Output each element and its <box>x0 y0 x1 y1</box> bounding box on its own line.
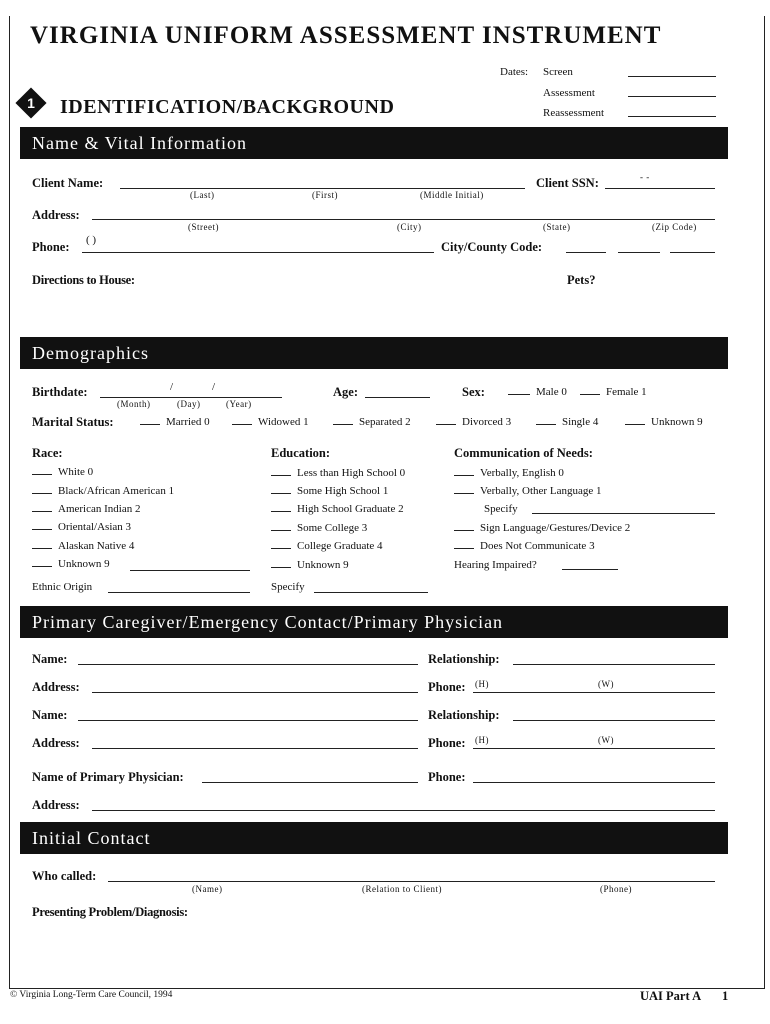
marital-unknown[interactable]: Unknown 9 <box>625 416 703 428</box>
dates-label: Dates: <box>500 66 529 78</box>
phone-parens: ( ) <box>86 234 97 246</box>
ssn-dashes: - - <box>640 172 650 182</box>
year-caption: (Year) <box>226 399 252 409</box>
address-label: Address: <box>32 208 80 222</box>
footer-part: UAI Part A <box>640 989 702 1003</box>
marital-married[interactable]: Married 0 <box>140 416 210 428</box>
relationship-label: Relationship: <box>428 652 500 666</box>
education-label: Education: <box>271 446 331 460</box>
caregiver-phone-field[interactable] <box>473 692 715 693</box>
date-assessment-label: Assessment <box>543 87 595 99</box>
communication-specify-label: Specify <box>484 503 518 515</box>
street-caption: (Street) <box>188 222 219 232</box>
relationship-field[interactable] <box>513 720 715 721</box>
sex-male[interactable]: Male 0 <box>508 386 567 398</box>
hearing-impaired-field[interactable] <box>562 569 618 570</box>
pets-label: Pets? <box>567 273 596 287</box>
work-caption: (W) <box>598 679 614 689</box>
physician-phone-field[interactable] <box>473 782 715 783</box>
marital-widowed[interactable]: Widowed 1 <box>232 416 309 428</box>
physician-address-label: Address: <box>32 798 80 812</box>
communication-option[interactable]: Verbally, Other Language 1 <box>454 485 601 497</box>
address-field[interactable] <box>92 219 715 220</box>
section-number: 1 <box>27 95 35 111</box>
home-caption: (H) <box>475 735 489 745</box>
sex-label: Sex: <box>462 385 485 399</box>
education-option[interactable]: Some High School 1 <box>271 485 388 497</box>
caregiver-address-field[interactable] <box>92 692 418 693</box>
birthdate-slash-1: / <box>170 381 174 393</box>
phone-label: Phone: <box>32 240 70 254</box>
caregiver-name-label: Name: <box>32 708 68 722</box>
marital-status-label: Marital Status: <box>32 415 114 429</box>
marital-divorced[interactable]: Divorced 3 <box>436 416 511 428</box>
race-option[interactable]: American Indian 2 <box>32 503 140 515</box>
communication-specify-field[interactable] <box>532 513 715 514</box>
caregiver-address-label: Address: <box>32 736 80 750</box>
education-option[interactable]: College Graduate 4 <box>271 540 383 552</box>
contact-name-caption: (Name) <box>192 884 223 894</box>
section-title: IDENTIFICATION/BACKGROUND <box>60 96 395 118</box>
age-field[interactable] <box>365 397 430 398</box>
marital-single[interactable]: Single 4 <box>536 416 598 428</box>
race-option[interactable]: Unknown 9 <box>32 558 110 570</box>
page-title: VIRGINIA UNIFORM ASSESSMENT INSTRUMENT <box>30 22 662 49</box>
bar-caregiver: Primary Caregiver/Emergency Contact/Primary Physician <box>20 606 728 638</box>
birthdate-label: Birthdate: <box>32 385 88 399</box>
zip-caption: (Zip Code) <box>652 222 697 232</box>
caregiver-address-field[interactable] <box>92 748 418 749</box>
race-label: Race: <box>32 446 63 460</box>
middle-caption: (Middle Initial) <box>420 190 484 200</box>
state-caption: (State) <box>543 222 571 232</box>
physician-label: Name of Primary Physician: <box>32 770 184 784</box>
age-label: Age: <box>333 385 358 399</box>
race-unknown-field[interactable] <box>130 570 250 571</box>
physician-address-field[interactable] <box>92 810 715 811</box>
communication-option[interactable]: Does Not Communicate 3 <box>454 540 595 552</box>
page-number: 1 <box>722 989 729 1003</box>
relationship-field[interactable] <box>513 664 715 665</box>
who-called-label: Who called: <box>32 869 97 883</box>
presenting-problem-label: Presenting Problem/Diagnosis: <box>32 905 188 919</box>
city-code-field-3[interactable] <box>670 252 715 253</box>
education-option[interactable]: Unknown 9 <box>271 559 349 571</box>
caregiver-name-field[interactable] <box>78 720 418 721</box>
first-caption: (First) <box>312 190 338 200</box>
last-caption: (Last) <box>190 190 215 200</box>
home-caption: (H) <box>475 679 489 689</box>
date-reassessment-field[interactable] <box>628 116 716 117</box>
caregiver-phone-label: Phone: <box>428 736 466 750</box>
bar-initial-contact: Initial Contact <box>20 822 728 854</box>
ethnic-origin-field[interactable] <box>108 592 250 593</box>
date-assessment-field[interactable] <box>628 96 716 97</box>
education-specify-field[interactable] <box>314 592 428 593</box>
communication-option[interactable]: Verbally, English 0 <box>454 467 564 479</box>
bar-demographics: Demographics <box>20 337 728 369</box>
contact-relation-caption: (Relation to Client) <box>362 884 442 894</box>
race-option[interactable]: Black/African American 1 <box>32 485 174 497</box>
caregiver-phone-label: Phone: <box>428 680 466 694</box>
caregiver-name-field[interactable] <box>78 664 418 665</box>
birthdate-slash-2: / <box>212 381 216 393</box>
city-county-code-label: City/County Code: <box>441 240 543 254</box>
caregiver-address-label: Address: <box>32 680 80 694</box>
city-caption: (City) <box>397 222 422 232</box>
phone-field[interactable] <box>82 252 434 253</box>
city-code-field-2[interactable] <box>618 252 660 253</box>
relationship-label: Relationship: <box>428 708 500 722</box>
work-caption: (W) <box>598 735 614 745</box>
client-name-label: Client Name: <box>32 176 104 190</box>
hearing-impaired-label: Hearing Impaired? <box>454 559 537 571</box>
education-option[interactable]: Less than High School 0 <box>271 467 405 479</box>
city-code-field-1[interactable] <box>566 252 606 253</box>
education-option[interactable]: High School Graduate 2 <box>271 503 404 515</box>
day-caption: (Day) <box>177 399 201 409</box>
who-called-field[interactable] <box>108 881 715 882</box>
month-caption: (Month) <box>117 399 151 409</box>
communication-label: Communication of Needs: <box>454 446 593 460</box>
communication-option[interactable]: Sign Language/Gestures/Device 2 <box>454 522 630 534</box>
copyright: © Virginia Long-Term Care Council, 1994 <box>10 990 173 1000</box>
date-reassessment-label: Reassessment <box>543 107 605 119</box>
race-option[interactable]: Alaskan Native 4 <box>32 540 134 552</box>
race-option[interactable]: White 0 <box>32 466 93 478</box>
education-specify-label: Specify <box>271 581 305 593</box>
education-option[interactable]: Some College 3 <box>271 522 367 534</box>
client-ssn-label: Client SSN: <box>536 176 599 190</box>
birthdate-field[interactable] <box>100 397 282 398</box>
date-screen-label: Screen <box>543 66 573 78</box>
client-ssn-field[interactable] <box>605 188 715 189</box>
physician-phone-label: Phone: <box>428 770 466 784</box>
bar-name-vital: Name & Vital Information <box>20 127 728 159</box>
physician-field[interactable] <box>202 782 418 783</box>
sex-female[interactable]: Female 1 <box>580 386 647 398</box>
contact-phone-caption: (Phone) <box>600 884 632 894</box>
caregiver-phone-field[interactable] <box>473 748 715 749</box>
ethnic-origin-label: Ethnic Origin <box>32 581 93 593</box>
marital-separated[interactable]: Separated 2 <box>333 416 411 428</box>
race-option[interactable]: Oriental/Asian 3 <box>32 521 131 533</box>
date-screen-field[interactable] <box>628 76 716 77</box>
caregiver-name-label: Name: <box>32 652 68 666</box>
client-name-field[interactable] <box>120 188 525 189</box>
directions-label: Directions to House: <box>32 273 135 287</box>
